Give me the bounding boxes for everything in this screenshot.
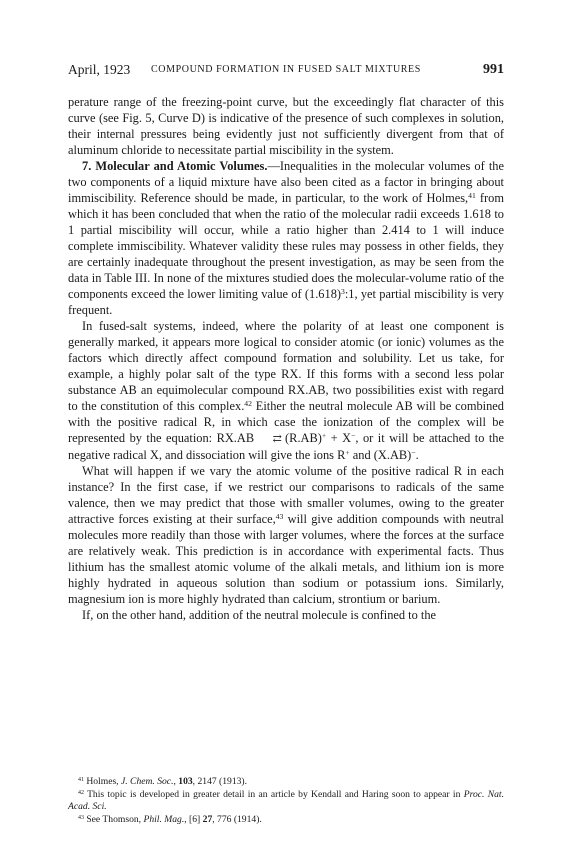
volume-number: 103 (178, 776, 193, 787)
footnote-number: 43 (78, 814, 84, 821)
equilibrium-arrow: ⇄ (272, 433, 282, 445)
footnote-text: See Thomson, (83, 813, 144, 825)
paragraph-section-7 (68, 158, 504, 318)
paragraph-text: :1, yet partial miscibility is very frequent. (68, 287, 505, 317)
journal-name: Proc. Nat. Acad. Sci. (68, 788, 504, 813)
footnotes (68, 776, 504, 826)
header-running-title: COMPOUND FORMATION IN FUSED SALT MIXTURES (151, 64, 421, 75)
journal-name: Phil. Mag. (143, 813, 185, 825)
cube-superscript: 3 (341, 287, 345, 297)
paragraph-text: perature range of the freezing-point curve, but the exceedingly flat character of this curve (see Fig. 5, Curve D) is indicative of the presence of such complexes in solution, their internal pressures being evidently just not sufficiently divergent from that of aluminum chloride to necessitate partial miscibility in the system. (68, 95, 504, 157)
paragraph-fused-salt (68, 318, 504, 463)
paragraph-text: , or it will be attached to the negative radical X, and dissociation will give the ions R (68, 431, 504, 462)
footnote-ref-43[interactable]: 43 (275, 512, 284, 522)
charge-minus: − (351, 431, 356, 441)
running-header (68, 62, 504, 82)
paragraph-text: If, on the other hand, addition of the neutral molecule is confined to the (82, 608, 437, 622)
paragraph-atomic-volume (68, 463, 504, 607)
article-body (68, 94, 504, 623)
footnote-ref-41[interactable]: 41 (468, 191, 476, 201)
paragraph-text: . (415, 448, 419, 462)
charge-plus: + (345, 448, 350, 458)
footnote-text: Holmes, (83, 776, 121, 787)
paragraph-final (68, 607, 504, 623)
paragraph-text: will give addition compounds with neutral molecules more readily than those with larger volumes, where the forces at the surface are relatively weak. This prediction is in accordance with experimental facts. Thus lithium has the smallest atomic volume of the alkali metals, and lithium ion is more highly hydrated in aqueous solution than sodium or potassium ions. Similarly, magnesium ion is more highly hydrated than calcium, strontium or barium. (68, 512, 504, 606)
footnote-text: , [6] (184, 813, 203, 825)
footnote-41 (68, 776, 504, 789)
journal-name: J. Chem. Soc. (120, 776, 174, 787)
footnote-ref-42[interactable]: 42 (244, 399, 252, 409)
paragraph-text: —Inequalities in the molecular volumes of the two components of a liquid mixture have also been cited as a factor in bringing about immiscibility. Reference should be made, in particular, to the work of Holmes, (68, 159, 504, 205)
charge-plus: + (321, 431, 327, 441)
paragraph-text: (R.AB) (280, 431, 322, 445)
footnote-text: , 2147 (1913). (192, 776, 248, 787)
paragraph-text: What will happen if we vary the atomic volume of the positive radical R in each instance? In the first case, if we restrict our comparisons to radicals of the same valence, then we may predict that those with smaller volumes, owing to the greater attractive forces existing at their surface, (68, 464, 504, 526)
page-number: 991 (483, 62, 504, 77)
volume-number: 27 (202, 813, 213, 825)
footnote-text: , (173, 776, 179, 787)
charge-minus: − (411, 448, 416, 458)
footnote-text: This topic is developed in greater detail in an article by Kendall and Haring soon to appear in (83, 788, 464, 800)
paragraph-text: Either the neutral molecule AB will be combined with the positive radical R, in which case the ionization of the complex will be represented by the equation: RX.AB (68, 399, 504, 445)
paragraph-text: + X (326, 431, 352, 445)
footnote-number: 41 (78, 777, 84, 784)
footnote-43 (68, 814, 504, 827)
footnote-number: 42 (78, 789, 84, 796)
header-date: April, 1923 (68, 62, 131, 77)
paragraph-text: In fused-salt systems, indeed, where the polarity of at least one component is generally marked, it appears more logical to consider atomic (or ionic) volumes as the factors which directly affect compound formation and solubility. Let us take, for example, a highly polar salt of the type RX. If this forms with a second less polar substance AB an equimolecular compound RX.AB, two possibilities exist with regard to the constitution of this complex. (68, 319, 504, 413)
footnote-42 (68, 789, 504, 814)
paragraph-text: and (X.AB) (349, 448, 412, 462)
paragraph-text: from which it has been concluded that when the ratio of the molecular radii exceeds 1.618 to 1 partial miscibility will occur, while a ratio higher than 2.414 to 1 will induce complete immiscibility. Whatever validity these rules may possess in other fields, they are certainly inadequate throughout the present investigation, as may be seen from the data in Table III. In none of the mixtures studied does the molecular-volume ratio of the components exceed the lower limiting value of (1.618) (68, 191, 505, 301)
footnote-text: , 776 (1914). (212, 813, 262, 825)
paragraph-continuation (68, 94, 504, 158)
section-heading: 7. Molecular and Atomic Volumes. (82, 159, 268, 173)
